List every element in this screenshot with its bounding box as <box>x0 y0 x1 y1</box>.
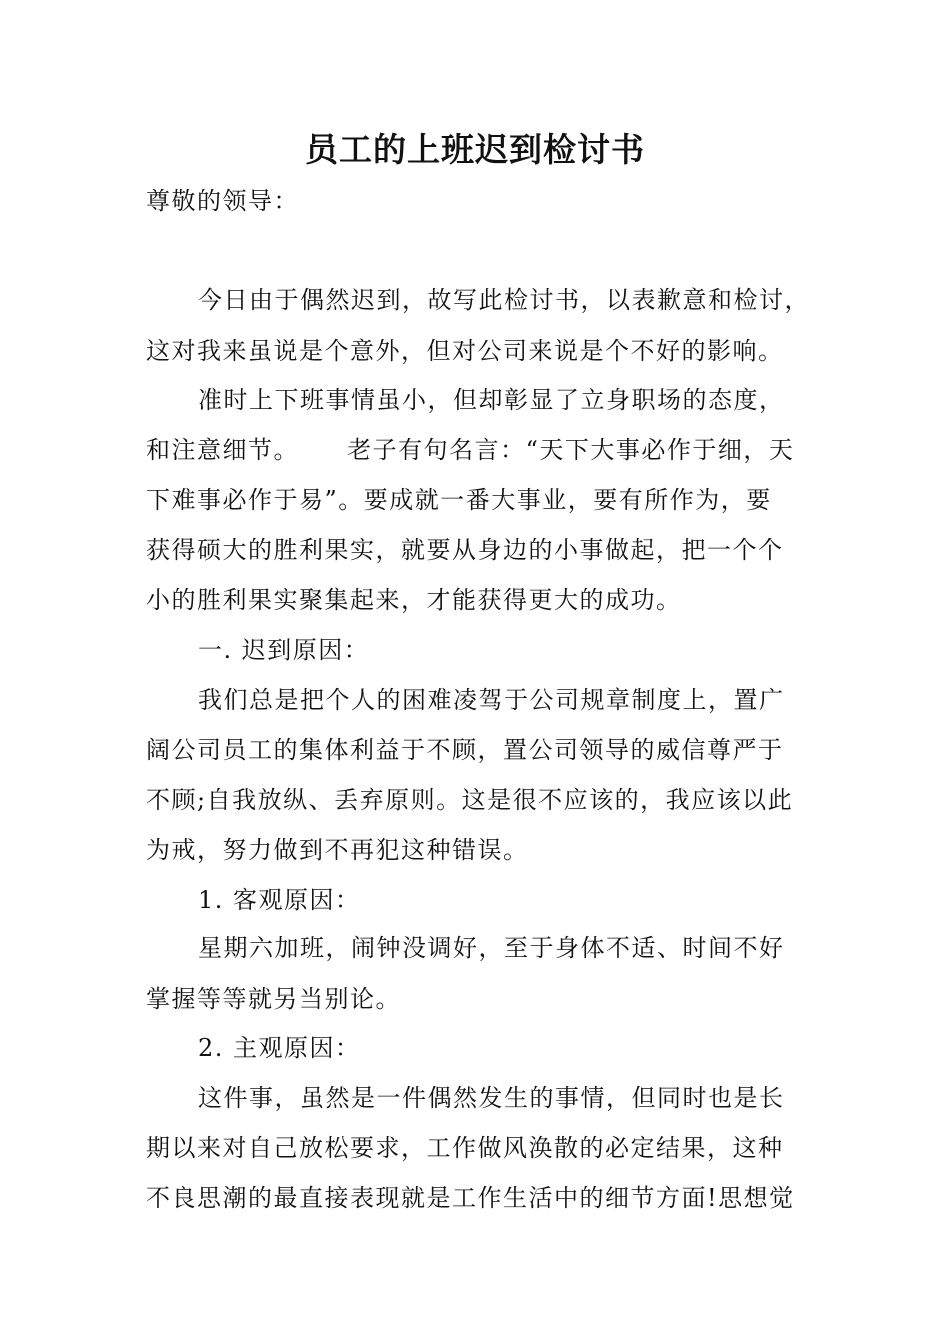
text-line: 下难事必作于易”。要成就一番大事业，要有所作为，要 <box>146 486 772 514</box>
text-line: 为戒，努力做到不再犯这种错误。 <box>146 836 529 864</box>
section-heading: 1. 客观原因： <box>198 886 361 914</box>
text-line: 不顾;自我放纵、丢弃原则。这是很不应该的，我应该以此 <box>146 786 794 814</box>
text-line: 我们总是把个人的困难凌驾于公司规章制度上，置广 <box>198 686 785 714</box>
text-line: 准时上下班事情虽小，但却彰显了立身职场的态度， <box>198 386 785 414</box>
salutation: 尊敬的领导： <box>146 187 299 215</box>
text-line: 期以来对自己放松要求，工作做风涣散的必定结果，这种 <box>146 1134 784 1162</box>
text-line: 今日由于偶然迟到，故写此检讨书，以表歉意和检讨， <box>198 286 810 314</box>
text-line: 这对我来虽说是个意外，但对公司来说是个不好的影响。 <box>146 337 784 365</box>
section-heading: 一. 迟到原因： <box>198 636 370 664</box>
document-title: 员工的上班迟到检讨书 <box>305 130 645 169</box>
text-line: 掌握等等就另当别论。 <box>146 985 401 1013</box>
text-line: 不良思潮的最直接表现就是工作生活中的细节方面!思想觉 <box>146 1184 795 1212</box>
text-line: 星期六加班，闹钟没调好，至于身体不适、时间不好 <box>198 934 785 962</box>
text-line: 阔公司员工的集体利益于不顾，置公司领导的威信尊严于 <box>146 736 784 764</box>
text-line: 获得硕大的胜利果实，就要从身边的小事做起，把一个个 <box>146 536 784 564</box>
text-line: 小的胜利果实聚集起来，才能获得更大的成功。 <box>146 586 682 614</box>
section-heading: 2. 主观原因： <box>198 1034 361 1062</box>
text-line: 和注意细节。 老子有句名言：“天下大事必作于细，天 <box>146 436 795 464</box>
text-line: 这件事，虽然是一件偶然发生的事情，但同时也是长 <box>198 1084 785 1112</box>
